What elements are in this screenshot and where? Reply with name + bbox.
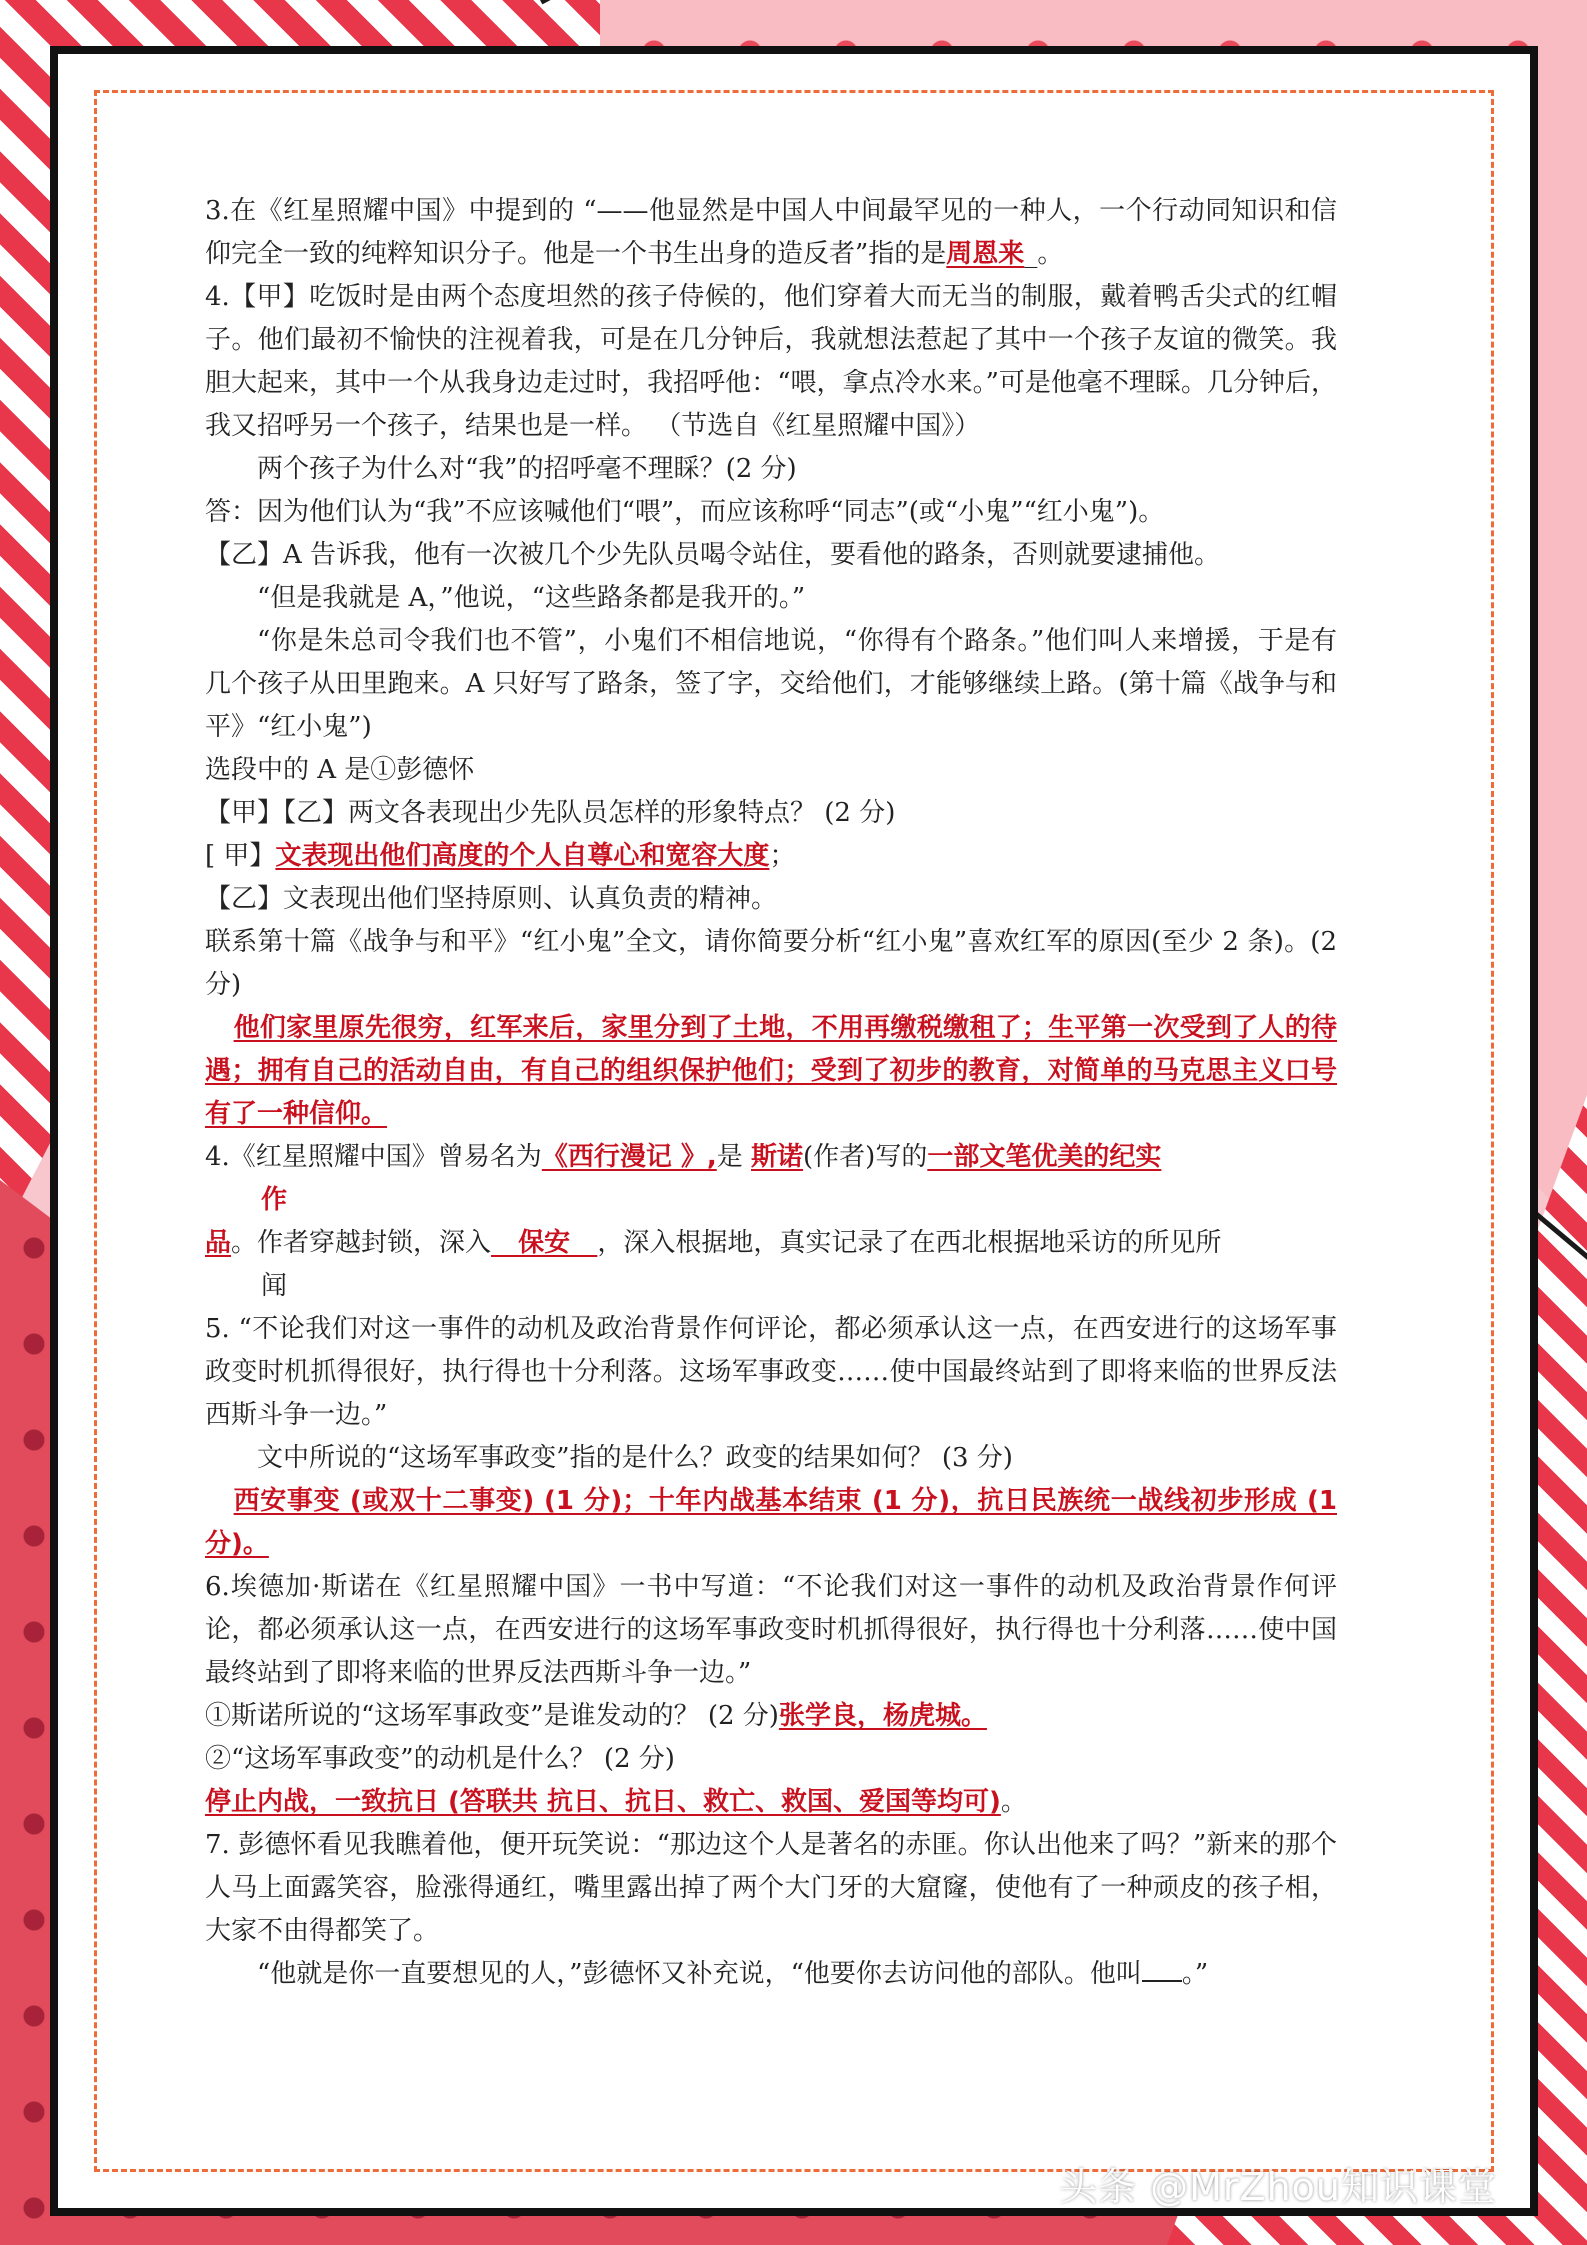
answer-line: 【乙】文表现出他们坚持原则、认真负责的精神。: [205, 884, 778, 914]
question-7-passage: 7. 彭德怀看见我瞧着他，便开玩笑说：“那边这个人是著名的赤匪。你认出他来了吗？”新来的那个人马上面露笑容，脸涨得通红，嘴里露出掉了两个大门牙的大窟窿，使他有了一种顽皮的孩子相，大家不由得都笑了。: [205, 1830, 1337, 1946]
answer: 西安事变 (或双十二事变) (1 分)；十年内战基本结束 (1 分)，抗日民族统一战线初步形成 (1 分)。: [205, 1486, 1337, 1559]
question-prompt: 【甲】【乙】两文各表现出少先队员怎样的形象特点？ (2 分): [205, 798, 896, 828]
question-7-line: “他就是你一直要想见的人，”彭德怀又补充说，“他要你去访问他的部队。他叫 。”: [257, 1959, 1209, 1989]
answer: 周恩来: [946, 239, 1025, 269]
question-6-sub1: ①斯诺所说的“这场军事政变”是谁发动的？ (2 分)张学良，杨虎城。: [205, 1701, 987, 1731]
watermark: 头条 @MrZhou知识课堂: [1059, 2165, 1497, 2209]
answer: 一部文笔优美的纪实: [927, 1142, 1162, 1172]
question-prompt: 联系第十篇《战争与和平》“红小鬼”全文，请你简要分析“红小鬼”喜欢红军的原因(至少 2 条)。(2 分): [205, 927, 1337, 1000]
question-4-fill-cont: 品。作者穿越封锁，深入 保安 ，深入根据地，真实记录了在西北根据地采访的所见所: [205, 1228, 1222, 1258]
answer: 斯诺: [751, 1142, 804, 1172]
question-6-passage: 6.埃德加·斯诺在《红星照耀中国》一书中写道：“不论我们对这一事件的动机及政治背景作何评论，都必须承认这一点，在西安进行的这场军事政变时机抓得很好，执行得也十分利落……使中国最终站到了即将来临的世界反法西斯斗争一边。”: [205, 1572, 1337, 1688]
passage-yi-line: “你是朱总司令我们也不管”，小鬼们不相信地说，“你得有个路条。”他们叫人来增援，于是有几个孩子从田里跑来。A 只好写了路条，签了字，交给他们，才能够继续上路。(第十篇《战争与和平》“红小鬼”): [205, 626, 1337, 742]
answer-line: [ 甲】文表现出他们高度的个人自尊心和宽容大度；: [205, 841, 796, 871]
answer: 张学良，杨虎城。: [778, 1701, 987, 1731]
question-3: 3.在《红星照耀中国》中提到的 “——他显然是中国人中间最罕见的一种人，一个行动同知识和信仰完全一致的纯粹知识分子。他是一个书生出身的造反者”指的是周恩来_。: [205, 196, 1337, 269]
question-6-sub2-answer: 停止内战，一致抗日 (答联共 抗日、抗日、救亡、救国、爱国等均可)。: [205, 1787, 1027, 1817]
passage-yi-line: 【乙】A 告诉我，他有一次被几个少先队员喝令站住，要看他的路条，否则就要逮捕他。: [205, 540, 1221, 570]
passage-yi-line: “但是我就是 A，”他说，“这些路条都是我开的。”: [257, 583, 806, 613]
question-4-fill: 4.《红星照耀中国》曾易名为《西行漫记 》,是 斯诺(作者)写的一部文笔优美的纪实: [205, 1142, 1162, 1172]
worksheet-content: [205, 190, 1337, 1996]
question-4-prompt: 两个孩子为什么对“我”的招呼毫不理睬？(2 分): [257, 454, 797, 484]
answer: 作: [261, 1185, 288, 1215]
question-4-fill-wrap: 闻: [261, 1271, 288, 1301]
question-4-fill-wrap: [205, 1179, 1337, 1222]
fill-blank: [1142, 1980, 1182, 1982]
answer: 他们家里原先很穷，红军来后，家里分到了土地，不用再缴税缴租了；生平第一次受到了人的待遇；拥有自己的活动自由，有自己的组织保护他们；受到了初步的教育，对简单的马克思主义口号有了一种信仰。: [205, 1013, 1337, 1129]
answer: 保安: [491, 1228, 598, 1258]
question-4-answer: 答：因为他们认为“我”不应该喊他们“喂”，而应该称呼“同志”(或“小鬼”“红小鬼”)。: [205, 497, 1165, 527]
answer: 《西行漫记 》,: [541, 1142, 717, 1172]
question-5-prompt: 文中所说的“这场军事政变”指的是什么？政变的结果如何？ (3 分): [257, 1443, 1013, 1473]
question-4-passage-jia: 4.【甲】吃饭时是由两个态度坦然的孩子侍候的，他们穿着大而无当的制服，戴着鸭舌尖式的红帽子。他们最初不愉快的注视着我，可是在几分钟后，我就想法惹起了其中一个孩子友谊的微笑。我胆大起来，其中一个从我身边走过时，我招呼他：“喂，拿点冷水来。”可是他毫不理睬。几分钟后，我又招呼另一个孩子，结果也是一样。 （节选自《红星照耀中国》）: [205, 282, 1337, 441]
answer: 文表现出他们高度的个人自尊心和宽容大度: [275, 841, 770, 871]
answer: 品: [205, 1228, 232, 1258]
answer-line: 选段中的 A 是①彭德怀: [205, 755, 475, 785]
question-6-sub2: ②“这场军事政变”的动机是什么？ (2 分): [205, 1744, 675, 1774]
answer: 停止内战，一致抗日 (答联共 抗日、抗日、救亡、救国、爱国等均可): [205, 1787, 1001, 1817]
question-5-passage: 5. “不论我们对这一事件的动机及政治背景作何评论，都必须承认这一点，在西安进行的这场军事政变时机抓得很好，执行得也十分利落。这场军事政变……使中国最终站到了即将来临的世界反法西斯斗争一边。”: [205, 1314, 1337, 1430]
